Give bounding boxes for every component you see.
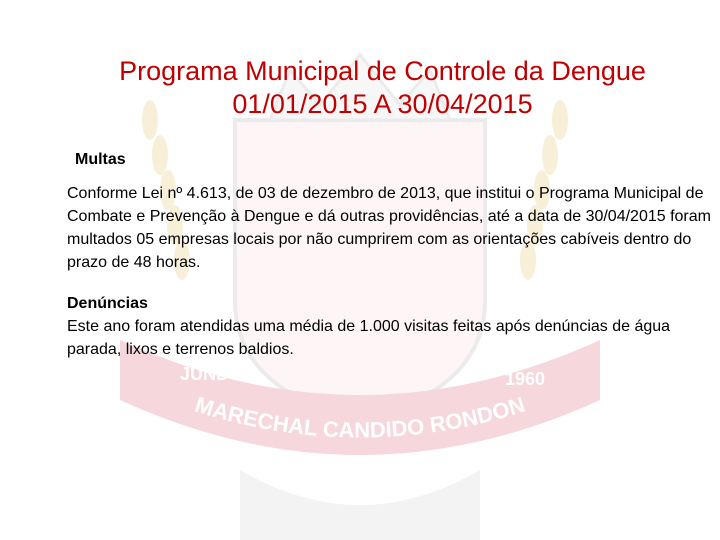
page-title-line-1: Programa Municipal de Controle da Dengue (119, 56, 646, 86)
page-title-line-2: 01/01/2015 A 30/04/2015 (232, 89, 533, 119)
multas-heading: Multas (75, 151, 126, 168)
banner-left-text: JUND (180, 364, 230, 384)
multas-paragraph: Conforme Lei nº 4.613, de 03 de dezembro de 2013, que institui o Programa Municipal de Combate e Prevenção à Dengue e dá outras providências, até a data de 30/04/2015 foram multados 05 empresas locais por não cumprirem com as orientações cabíveis dentro do prazo de 48 horas. (67, 185, 711, 271)
banner-text: MARECHAL CANDIDO RONDON (192, 391, 528, 443)
denuncias-paragraph: Este ano foram atendidas uma média de 1.000 visitas feitas após denúncias de água parada, lixos e terrenos baldios. (67, 318, 671, 358)
base-sweep-icon (240, 470, 480, 540)
denuncias-heading: Denúncias (67, 295, 148, 312)
banner-year: 1960 (505, 369, 546, 389)
